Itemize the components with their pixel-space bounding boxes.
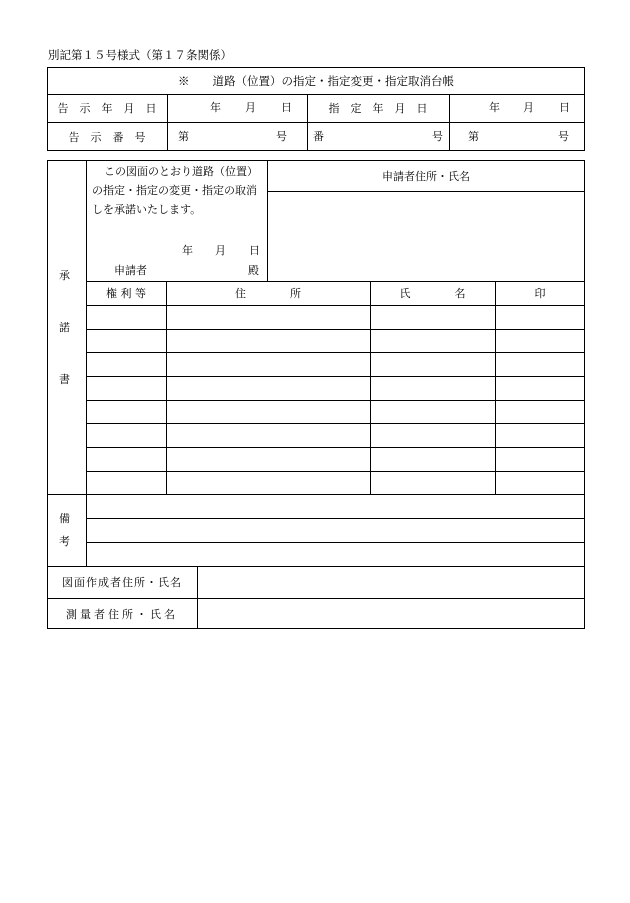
shitei-date-label: 指 定 年 月 日 bbox=[328, 102, 428, 115]
col-rights: 権 利 等 bbox=[106, 287, 146, 300]
remarks-char-2: 考 bbox=[59, 535, 70, 548]
col-name: 氏 名 bbox=[399, 287, 466, 300]
bango-label: 番 bbox=[313, 130, 324, 143]
form-label: 別記第１５号様式（第１７条関係） bbox=[48, 48, 232, 62]
applicant-label: 申請者 bbox=[114, 264, 147, 277]
dono-label: 殿 bbox=[248, 264, 259, 277]
statement-line-3: しを承諾いたします。 bbox=[92, 203, 202, 216]
shitei-go: 号 bbox=[558, 130, 569, 143]
col-address: 住 所 bbox=[235, 287, 301, 300]
statement-line-1: この図面のとおり道路（位置） bbox=[104, 165, 258, 178]
consent-border bbox=[47, 160, 585, 629]
kokuji-dai: 第 bbox=[178, 130, 189, 143]
kokuji-go: 号 bbox=[276, 130, 287, 143]
shitei-day: 日 bbox=[559, 101, 570, 114]
kokuji-date-label: 告 示 年 月 日 bbox=[57, 102, 157, 115]
bango-go: 号 bbox=[432, 130, 443, 143]
kokuji-day: 日 bbox=[281, 101, 292, 114]
side-char-3: 書 bbox=[59, 373, 70, 386]
statement-year: 年 bbox=[182, 244, 193, 257]
side-char-2: 諾 bbox=[59, 321, 70, 334]
remarks-char-1: 備 bbox=[59, 512, 70, 525]
ledger-title: ※ 道路（位置）の指定・指定変更・指定取消台帳 bbox=[178, 73, 454, 88]
kokuji-month: 月 bbox=[245, 101, 256, 114]
kokuji-number-label: 告 示 番 号 bbox=[68, 130, 146, 144]
side-char-1: 承 bbox=[59, 269, 70, 282]
shitei-month: 月 bbox=[523, 101, 534, 114]
col-seal: 印 bbox=[534, 287, 546, 300]
shitei-dai: 第 bbox=[468, 130, 479, 143]
statement-month: 月 bbox=[215, 244, 226, 257]
kokuji-year: 年 bbox=[210, 101, 221, 114]
statement-line-2: の指定・指定の変更・指定の取消 bbox=[92, 184, 257, 197]
shitei-year: 年 bbox=[489, 101, 500, 114]
statement-day: 日 bbox=[249, 244, 260, 257]
surveyor-label: 測量者住所・氏名 bbox=[66, 607, 178, 621]
drafter-label: 図面作成者住所・氏名 bbox=[62, 576, 182, 589]
applicant-header: 申請者住所・氏名 bbox=[382, 169, 470, 183]
